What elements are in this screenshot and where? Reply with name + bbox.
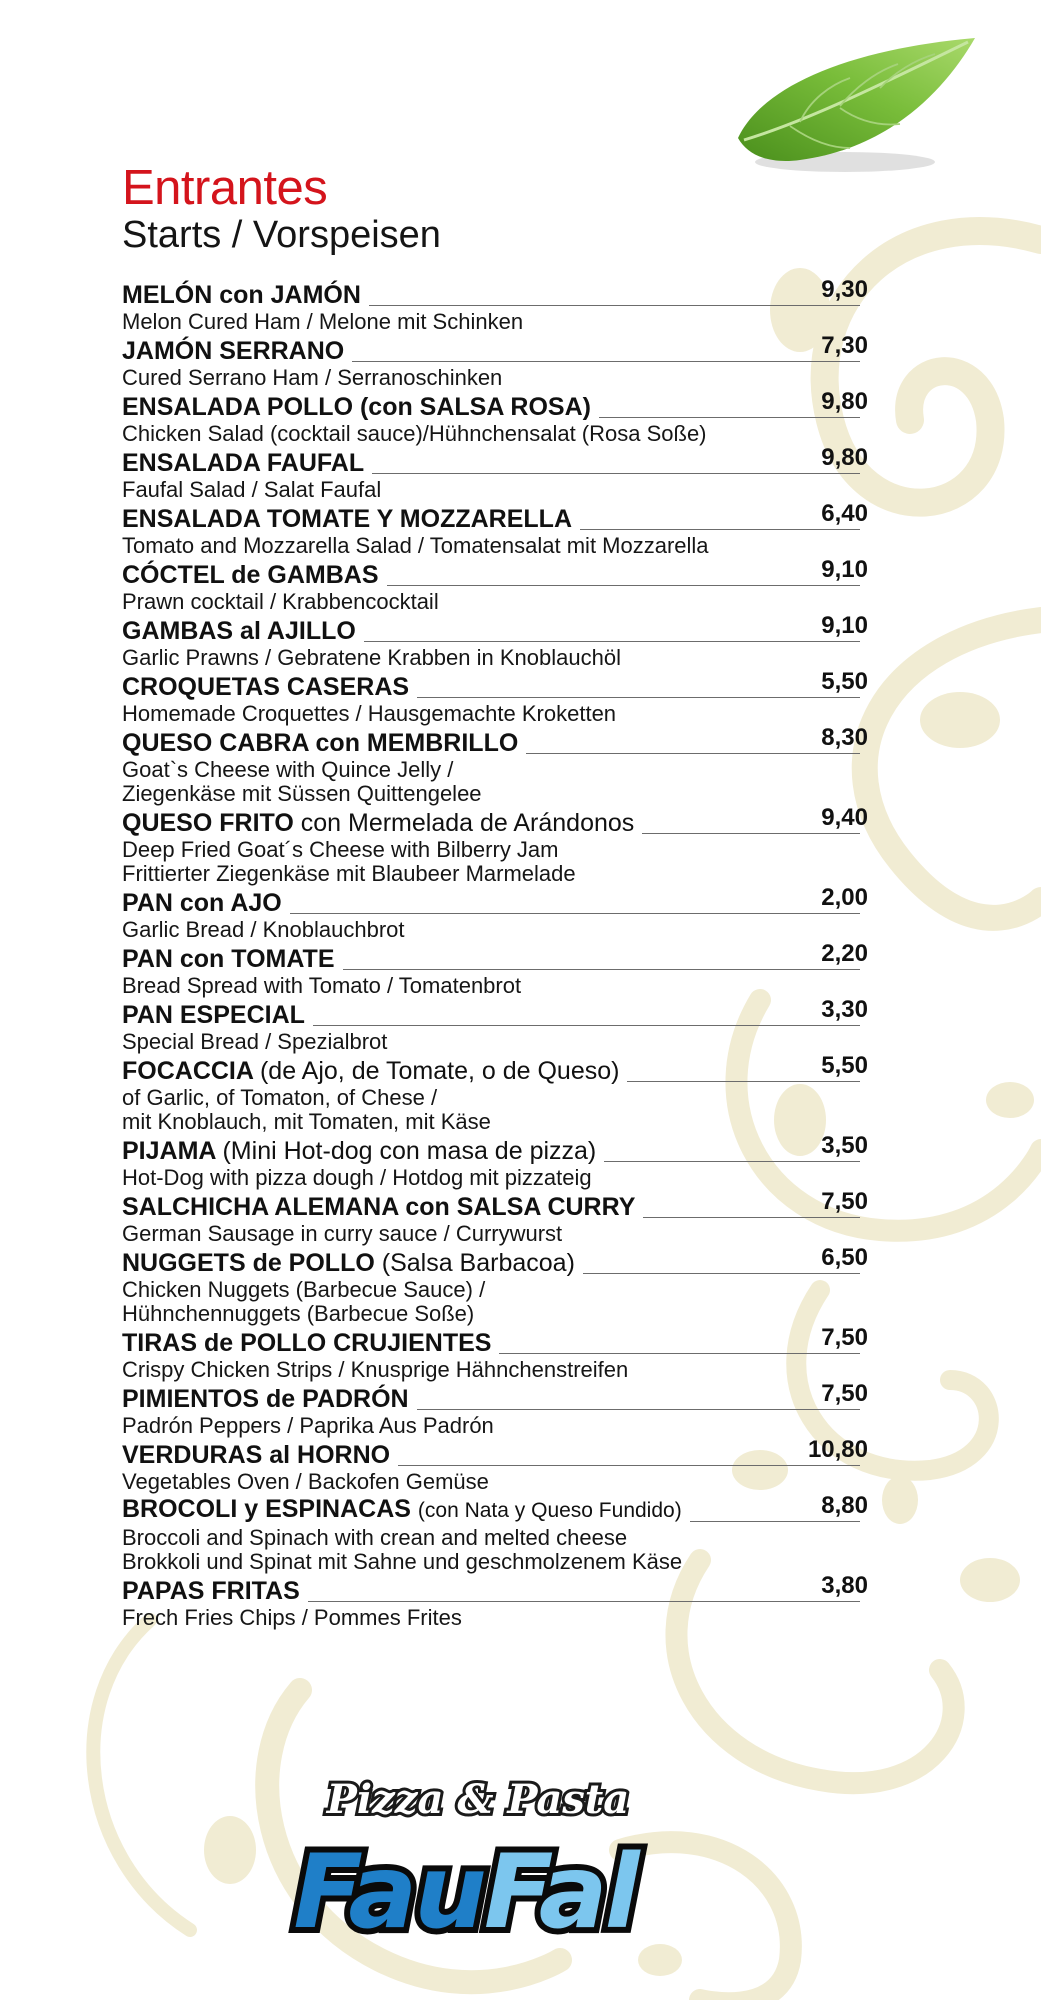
menu-item-title: PAPAS FRITAS <box>122 1577 300 1605</box>
menu-item-name <box>122 392 591 422</box>
leader-line <box>343 969 861 970</box>
menu-item-name <box>122 888 282 918</box>
leader-line <box>398 1465 860 1466</box>
menu-item-title: CROQUETAS CASERAS <box>122 673 410 701</box>
leader-line <box>690 1521 860 1522</box>
menu-item-description: Special Bread / Spezialbrot <box>122 1029 388 1054</box>
menu-item-title: JAMÓN SERRANO <box>122 337 345 365</box>
leader-line <box>417 697 860 698</box>
menu-item-price: 9,40 <box>821 804 868 831</box>
menu-item-price: 9,10 <box>821 556 868 583</box>
menu-item-header <box>122 670 868 702</box>
menu-item-price: 9,10 <box>821 612 868 639</box>
leader-line <box>313 1025 860 1026</box>
menu-item-header <box>122 1382 868 1414</box>
menu-item-title: QUESO FRITO <box>122 809 294 837</box>
leader-line <box>604 1161 860 1162</box>
menu-item-header <box>122 614 868 646</box>
menu-item-name <box>122 808 634 838</box>
menu-item-description: Cured Serrano Ham / Serranoschinken <box>122 365 503 390</box>
menu-item <box>122 334 868 390</box>
menu-item-title: PAN con AJO <box>122 889 282 917</box>
menu-item-price: 5,50 <box>821 1052 868 1079</box>
menu-item <box>122 1134 868 1190</box>
menu-item-description: Goat`s Cheese with Quince Jelly / <box>122 757 454 782</box>
menu-item-description: mit Knoblauch, mit Tomaten, mit Käse <box>122 1109 491 1134</box>
menu-item-title: BROCOLI y ESPINACAS <box>122 1495 411 1523</box>
menu-item-note: con Mermelada de Arándonos <box>300 809 635 837</box>
menu-item-description: Chicken Nuggets (Barbecue Sauce) / <box>122 1277 486 1302</box>
menu-item-header <box>122 942 868 974</box>
menu-item <box>122 1382 868 1438</box>
menu-item <box>122 1326 868 1382</box>
menu-item-title: ENSALADA FAUFAL <box>122 449 365 477</box>
menu-item-description: Frittierter Ziegenkäse mit Blaubeer Marmelade <box>122 861 576 886</box>
menu-item-name <box>122 448 364 478</box>
menu-item <box>122 1438 868 1494</box>
menu-item-header <box>122 1574 868 1606</box>
menu-item-name <box>122 504 572 534</box>
leader-line <box>417 1409 860 1410</box>
menu-item-note: (Salsa Barbacoa) <box>381 1249 575 1277</box>
leader-line <box>583 1273 860 1274</box>
menu-item <box>122 446 868 502</box>
menu-item-name <box>122 1384 409 1414</box>
menu-item-title: SALCHICHA ALEMANA con SALSA CURRY <box>122 1193 636 1221</box>
menu-item-header <box>122 502 868 534</box>
logo-name-part2: Fal <box>483 1833 637 1945</box>
menu-item-price: 10,80 <box>807 1436 868 1463</box>
menu-item-header <box>122 1054 868 1086</box>
menu-item-name <box>122 672 409 702</box>
menu-item-description: Melon Cured Ham / Melone mit Schinken <box>122 309 524 334</box>
logo-name <box>293 1833 641 1945</box>
menu-item-title: NUGGETS de POLLO <box>122 1249 375 1277</box>
basil-leaf-icon <box>730 30 980 180</box>
menu-item-price: 7,50 <box>821 1188 868 1215</box>
menu-item-price: 9,30 <box>821 276 868 303</box>
section-header <box>122 160 441 256</box>
leader-line <box>364 641 860 642</box>
menu-item <box>122 998 868 1054</box>
leader-line <box>580 529 860 530</box>
menu-item-note: (con Nata y Queso Fundido) <box>417 1499 682 1522</box>
leader-line <box>499 1353 860 1354</box>
leader-line <box>643 1217 860 1218</box>
menu-item-header <box>122 1246 868 1278</box>
menu-item-price: 3,50 <box>821 1132 868 1159</box>
menu-item-price: 8,30 <box>821 724 868 751</box>
menu-item <box>122 558 868 614</box>
menu-item-title: CÓCTEL de GAMBAS <box>122 561 379 589</box>
leader-line <box>372 473 860 474</box>
menu-item-price: 9,80 <box>821 388 868 415</box>
menu-item-description: Vegetables Oven / Backofen Gemüse <box>122 1469 489 1494</box>
menu-item-title: PAN con TOMATE <box>122 945 335 973</box>
menu-item-description: German Sausage in curry sauce / Currywurst <box>122 1221 563 1246</box>
menu-item-price: 5,50 <box>821 668 868 695</box>
menu-item <box>122 1574 868 1630</box>
menu-item <box>122 1190 868 1246</box>
menu-item-title: TIRAS de POLLO CRUJIENTES <box>122 1329 492 1357</box>
menu-item-name <box>122 728 518 758</box>
menu-item-title: PIMIENTOS de PADRÓN <box>122 1385 409 1413</box>
menu-item-description: Bread Spread with Tomato / Tomatenbrot <box>122 973 522 998</box>
menu-item-description: Deep Fried Goat´s Cheese with Bilberry Jam <box>122 837 559 862</box>
menu-item-description: Faufal Salad / Salat Faufal <box>122 477 382 502</box>
menu-item-description: Brokkoli und Spinat mit Sahne und geschmolzenem Käse <box>122 1549 683 1574</box>
menu-item-name <box>122 1248 575 1278</box>
menu-item-header <box>122 806 868 838</box>
menu-item-header <box>122 390 868 422</box>
menu-item-description: Frech Fries Chips / Pommes Frites <box>122 1605 462 1630</box>
menu-item-name <box>122 1192 635 1222</box>
menu-item-name <box>122 1056 619 1086</box>
menu-item <box>122 806 868 886</box>
menu-item-title: PAN ESPECIAL <box>122 1001 305 1029</box>
menu-item-price: 9,80 <box>821 444 868 471</box>
faufal-logo <box>250 1765 700 1945</box>
leader-line <box>369 305 860 306</box>
menu-item-title: FOCACCIA <box>122 1057 254 1085</box>
leader-line <box>387 585 861 586</box>
menu-item-description: Tomato and Mozzarella Salad / Tomatensalat mit Mozzarella <box>122 533 709 558</box>
menu-item-name <box>122 1576 300 1606</box>
menu-item-title: PIJAMA <box>122 1137 216 1165</box>
menu-item-description: Hot-Dog with pizza dough / Hotdog mit pizzateig <box>122 1165 592 1190</box>
menu-item <box>122 614 868 670</box>
menu-item-header <box>122 726 868 758</box>
menu-item-price: 7,50 <box>821 1380 868 1407</box>
menu-list <box>122 278 868 1630</box>
menu-item-name <box>122 1136 596 1166</box>
menu-item-price: 2,00 <box>821 884 868 911</box>
menu-item-price: 7,30 <box>821 332 868 359</box>
menu-item <box>122 1054 868 1134</box>
menu-item-header <box>122 998 868 1030</box>
menu-item-name <box>122 944 335 974</box>
menu-item-name <box>122 1494 682 1526</box>
menu-item-name <box>122 1328 491 1358</box>
menu-item-price: 6,40 <box>821 500 868 527</box>
logo-name-part1: Fau <box>293 1833 484 1945</box>
menu-item-header <box>122 1190 868 1222</box>
menu-item-name <box>122 616 356 646</box>
menu-item-header <box>122 1326 868 1358</box>
menu-item-header <box>122 886 868 918</box>
menu-item-description: Ziegenkäse mit Süssen Quittengelee <box>122 781 482 806</box>
menu-item-header <box>122 334 868 366</box>
leader-line <box>627 1081 860 1082</box>
menu-item-header <box>122 558 868 590</box>
menu-item-header <box>122 1438 868 1470</box>
menu-item-price: 8,80 <box>821 1492 868 1519</box>
menu-item <box>122 278 868 334</box>
menu-item-title: VERDURAS al HORNO <box>122 1441 391 1469</box>
section-subtitle: Starts / Vorspeisen <box>122 214 441 256</box>
menu-item-price: 2,20 <box>821 940 868 967</box>
menu-item <box>122 886 868 942</box>
leader-line <box>290 913 860 914</box>
menu-item-description: Hühnchennuggets (Barbecue Soße) <box>122 1301 475 1326</box>
menu-item <box>122 942 868 998</box>
menu-item-description: Homemade Croquettes / Hausgemachte Kroketten <box>122 701 617 726</box>
menu-item-description: Crispy Chicken Strips / Knusprige Hähnchenstreifen <box>122 1357 629 1382</box>
leader-line <box>642 833 860 834</box>
menu-item-description: Broccoli and Spinach with crean and melted cheese <box>122 1525 628 1550</box>
menu-item-price: 3,30 <box>821 996 868 1023</box>
leader-line <box>526 753 860 754</box>
leader-line <box>308 1601 860 1602</box>
menu-item-name <box>122 1440 390 1470</box>
menu-item <box>122 1494 868 1574</box>
menu-item <box>122 1246 868 1326</box>
menu-item-title: GAMBAS al AJILLO <box>122 617 356 645</box>
menu-item <box>122 726 868 806</box>
section-title: Entrantes <box>122 161 328 215</box>
menu-item-price: 6,50 <box>821 1244 868 1271</box>
leader-line <box>599 417 860 418</box>
menu-item-description: Prawn cocktail / Krabbencocktail <box>122 589 439 614</box>
menu-item-price: 7,50 <box>821 1324 868 1351</box>
menu-item-description: Chicken Salad (cocktail sauce)/Hühnchensalat (Rosa Soße) <box>122 421 707 446</box>
menu-item <box>122 390 868 446</box>
menu-item-title: MELÓN con JAMÓN <box>122 281 361 309</box>
menu-item-price: 3,80 <box>821 1572 868 1599</box>
menu-item-title: ENSALADA TOMATE Y MOZZARELLA <box>122 505 572 533</box>
menu-item <box>122 670 868 726</box>
menu-item <box>122 502 868 558</box>
menu-item-name <box>122 336 344 366</box>
menu-item-title: ENSALADA POLLO (con SALSA ROSA) <box>122 393 591 421</box>
menu-item-description: Padrón Peppers / Paprika Aus Padrón <box>122 1413 494 1438</box>
menu-item-name <box>122 1000 305 1030</box>
menu-item-description: Garlic Bread / Knoblauchbrot <box>122 917 405 942</box>
menu-item-header <box>122 1134 868 1166</box>
menu-item-note: (de Ajo, de Tomate, o de Queso) <box>259 1057 620 1085</box>
menu-item-header <box>122 446 868 478</box>
menu-item-description: Garlic Prawns / Gebratene Krabben in Knoblauchöl <box>122 645 621 670</box>
menu-item-name <box>122 560 379 590</box>
menu-item-header <box>122 1494 868 1526</box>
menu-item-note: (Mini Hot-dog con masa de pizza) <box>222 1137 597 1165</box>
menu-item-name <box>122 280 361 310</box>
leader-line <box>352 361 860 362</box>
menu-item-header <box>122 278 868 310</box>
menu-item-title: QUESO CABRA con MEMBRILLO <box>122 729 519 757</box>
logo-tagline: Pizza & Pasta <box>326 1776 630 1823</box>
menu-item-description: of Garlic, of Tomaton, of Chese / <box>122 1085 438 1110</box>
